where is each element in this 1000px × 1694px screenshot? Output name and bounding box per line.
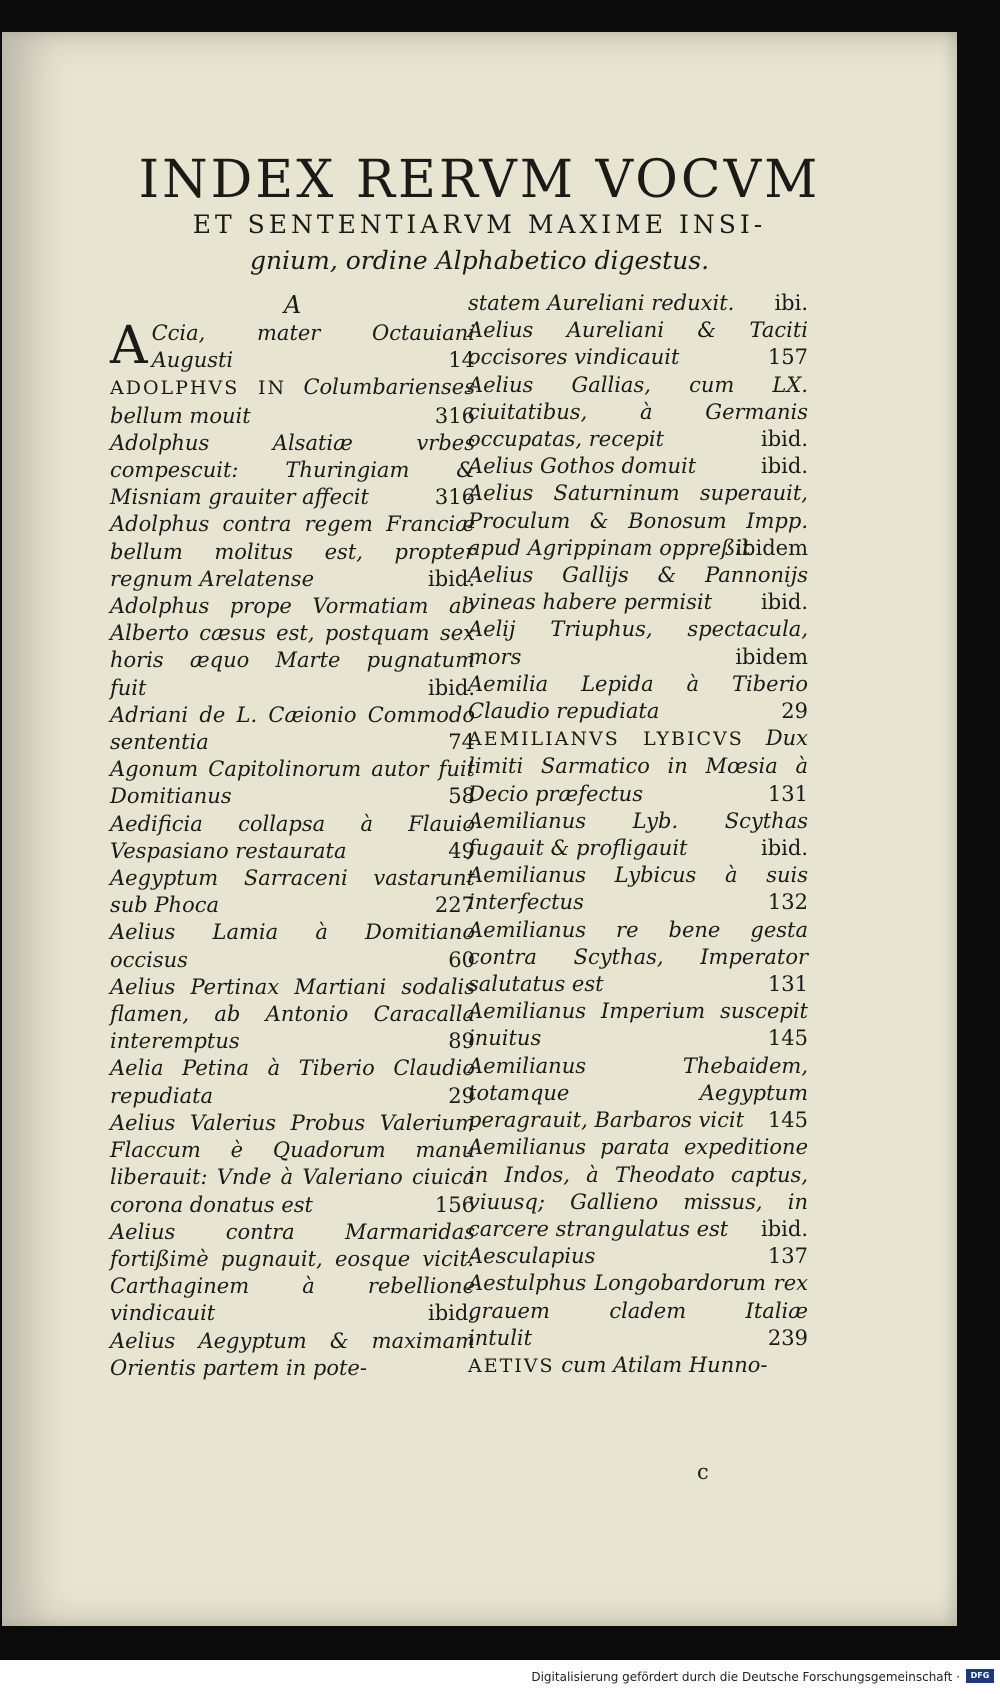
entry-page: 49 <box>448 838 475 863</box>
entry-lead: AEMILIANVS LYBICVS <box>468 728 744 751</box>
index-entry <box>110 316 475 376</box>
index-entry <box>468 317 808 371</box>
entry-text: Aemilianus Thebaidem, totamque Aegyptum peragrauit, Barbaros vicit <box>468 1053 808 1133</box>
entry-text: Ccia, mater Octauiani Augusti <box>151 321 475 373</box>
entry-text: Aesculapius <box>468 1244 596 1269</box>
entry-page: ibi. <box>774 291 808 315</box>
entry-page: 316 <box>434 403 475 428</box>
entry-page: ibid. <box>428 675 475 700</box>
index-entry <box>110 374 475 429</box>
entry-page: 132 <box>767 890 808 915</box>
entry-page: 29 <box>448 1083 475 1108</box>
index-entry <box>110 865 475 919</box>
entry-text: Aelius Aureliani & Taciti occisores vindicauit <box>468 318 808 370</box>
dfg-logo: DFG <box>966 1669 994 1683</box>
index-entry <box>468 616 808 670</box>
index-entry <box>110 756 475 810</box>
entry-text: Adolphus Alsatiæ vrbes compescuit: Thuringiam & Misniam grauiter affecit <box>110 430 475 510</box>
entry-page: ibidem <box>735 644 808 669</box>
entry-text: Aelius Gallijs & Pannonijs vineas habere permisit <box>468 563 808 615</box>
book-page <box>2 32 957 1626</box>
index-entry <box>110 1219 475 1328</box>
entry-page: 29 <box>781 699 808 724</box>
entry-page: ibid. <box>761 1216 808 1241</box>
entry-page: 89 <box>448 1029 475 1054</box>
index-column-left <box>110 290 475 1382</box>
index-subtitle: ET SENTENTIARVM MAXIME INSI- <box>192 210 767 239</box>
index-entry <box>468 480 808 562</box>
index-entry <box>110 919 475 973</box>
entry-text: Aemilianus Imperium suscepit inuitus <box>468 999 808 1051</box>
entry-page: ibid. <box>428 566 475 591</box>
footer-credit: Digitalisierung gefördert durch die Deutsche Forschungsgemeinschaft · <box>531 1670 960 1684</box>
index-entry <box>468 671 808 725</box>
entry-page: ibid. <box>761 836 808 861</box>
index-entry <box>110 811 475 865</box>
index-entry <box>468 453 808 480</box>
entry-lead: ADOLPHVS IN <box>110 377 287 400</box>
entry-page: 131 <box>767 781 808 806</box>
entry-text: cum Atilam Hunno- <box>561 1352 768 1377</box>
entry-page: 157 <box>767 345 808 370</box>
index-title: INDEX RERVM VOCVM <box>138 150 821 210</box>
entry-text: Adriani de L. Cæionio Commodo sententia <box>110 702 475 755</box>
index-entry <box>110 1055 475 1109</box>
index-entry <box>468 372 808 454</box>
index-entry <box>110 1110 475 1219</box>
index-entry <box>468 808 808 862</box>
entry-text: Aelius Aegyptum & maximam Orientis partem in pote- <box>110 1328 475 1380</box>
entry-page: 227 <box>434 893 475 918</box>
index-entry <box>468 998 808 1052</box>
index-entry <box>110 511 475 593</box>
entry-text: Aelius Pertinax Martiani sodalis flamen, ab Antonio Caracalla interemptus <box>110 974 475 1054</box>
entry-page: 156 <box>434 1192 475 1217</box>
entry-page: ibid. <box>761 590 808 615</box>
entry-page: 137 <box>767 1244 808 1269</box>
index-subtitle-cont: gnium, ordine Alphabetico digestus. <box>249 246 710 275</box>
entry-text: Adolphus prope Vormatiam ab Alberto cæsus est, postquam sex horis æquo Marte pugnatum fuit <box>110 594 475 700</box>
entry-text: Aelius Gallias, cum LX. ciuitatibus, à Germanis occupatas, recepit <box>468 372 808 452</box>
entry-text: Aegyptum Sarraceni vastarunt sub Phoca <box>110 866 475 918</box>
entry-lead: AETIVS <box>468 1354 555 1377</box>
entry-page: 74 <box>448 730 475 755</box>
entry-text: Aestulphus Longobardorum rex grauem cladem Italiæ intulit <box>468 1271 808 1350</box>
entry-text: Adolphus contra regem Franciæ bellum molitus est, propter regnum Arelatense <box>110 512 475 591</box>
entry-text: Aedificia collapsa à Flauio Vespasiano restaurata <box>110 811 475 863</box>
entry-page: 316 <box>434 485 475 510</box>
entry-page: 131 <box>767 972 808 997</box>
entry-page: ibid. <box>761 454 808 479</box>
entry-text: Aelius Saturninum superauit, Proculum & Bonosum Impp. apud Agrippinam oppreßit <box>468 481 808 560</box>
index-entry <box>468 862 808 916</box>
index-entry <box>468 1270 808 1352</box>
entry-text: Dux limiti Sarmatico in Mœsia à Decio præfectus <box>468 726 808 806</box>
index-entry <box>468 1134 808 1243</box>
entry-page: 145 <box>767 1026 808 1051</box>
entry-text: Aelij Triuphus, spectacula, mors <box>468 617 808 669</box>
index-entry <box>468 917 808 999</box>
catchword: c <box>697 1460 709 1484</box>
index-entry <box>468 1053 808 1135</box>
index-column-right <box>468 290 808 1380</box>
entry-page: ibid. <box>761 427 808 452</box>
entry-text: Aelius Gothos domuit <box>468 454 697 479</box>
entry-page: ibidem <box>735 535 808 560</box>
entry-text: Aemilianus Lybicus à suis interfectus <box>468 863 808 915</box>
entry-text: Aelia Petina à Tiberio Claudio repudiata <box>110 1056 475 1108</box>
entry-page: 14 <box>448 348 475 373</box>
entry-page: 239 <box>767 1325 808 1350</box>
index-entry <box>110 593 475 702</box>
digitization-footer <box>0 1666 1000 1694</box>
entry-text: Aemilia Lepida à Tiberio Claudio repudiata <box>468 671 808 724</box>
entry-page: 58 <box>448 784 475 809</box>
entry-text: Aelius contra Marmaridas fortißimè pugnauit, eosque vicit: Carthaginem à rebellione vindicauit <box>110 1219 475 1326</box>
index-entry <box>110 702 475 756</box>
entry-page: ibid. <box>428 1301 475 1326</box>
index-entry <box>110 430 475 512</box>
entry-page: 60 <box>448 947 475 972</box>
entry-text: Aelius Valerius Probus Valerium Flaccum è Quadorum manu liberauit: Vnde à Valeriano ciuica corona donatus est <box>110 1110 475 1217</box>
entry-text: Columbarienses bellum mouit <box>110 375 475 428</box>
section-letter: A <box>283 291 302 319</box>
index-entry <box>468 1352 808 1380</box>
entry-page: 145 <box>767 1108 808 1133</box>
drop-cap: A <box>110 316 148 376</box>
entry-text: Aemilianus re bene gesta contra Scythas, Imperator salutatus est <box>468 917 808 997</box>
index-entry <box>468 725 808 808</box>
entry-text: Aelius Lamia à Domitiano occisus <box>110 920 475 972</box>
entry-text: Aemilianus Lyb. Scythas fugauit & profligauit <box>468 808 808 861</box>
index-entry <box>468 562 808 616</box>
entry-text: Aemilianus parata expeditione in Indos, à Theodato captus, viuusq; Gallieno missus, in carcere strangulatus est <box>468 1135 808 1241</box>
index-entry <box>110 974 475 1056</box>
index-entry <box>110 1328 475 1382</box>
index-entry <box>468 290 808 317</box>
entry-text: Agonum Capitolinorum autor fuit Domitianus <box>110 757 475 809</box>
entry-text: statem Aureliani reduxit. <box>468 291 735 315</box>
index-entry <box>468 1243 808 1270</box>
